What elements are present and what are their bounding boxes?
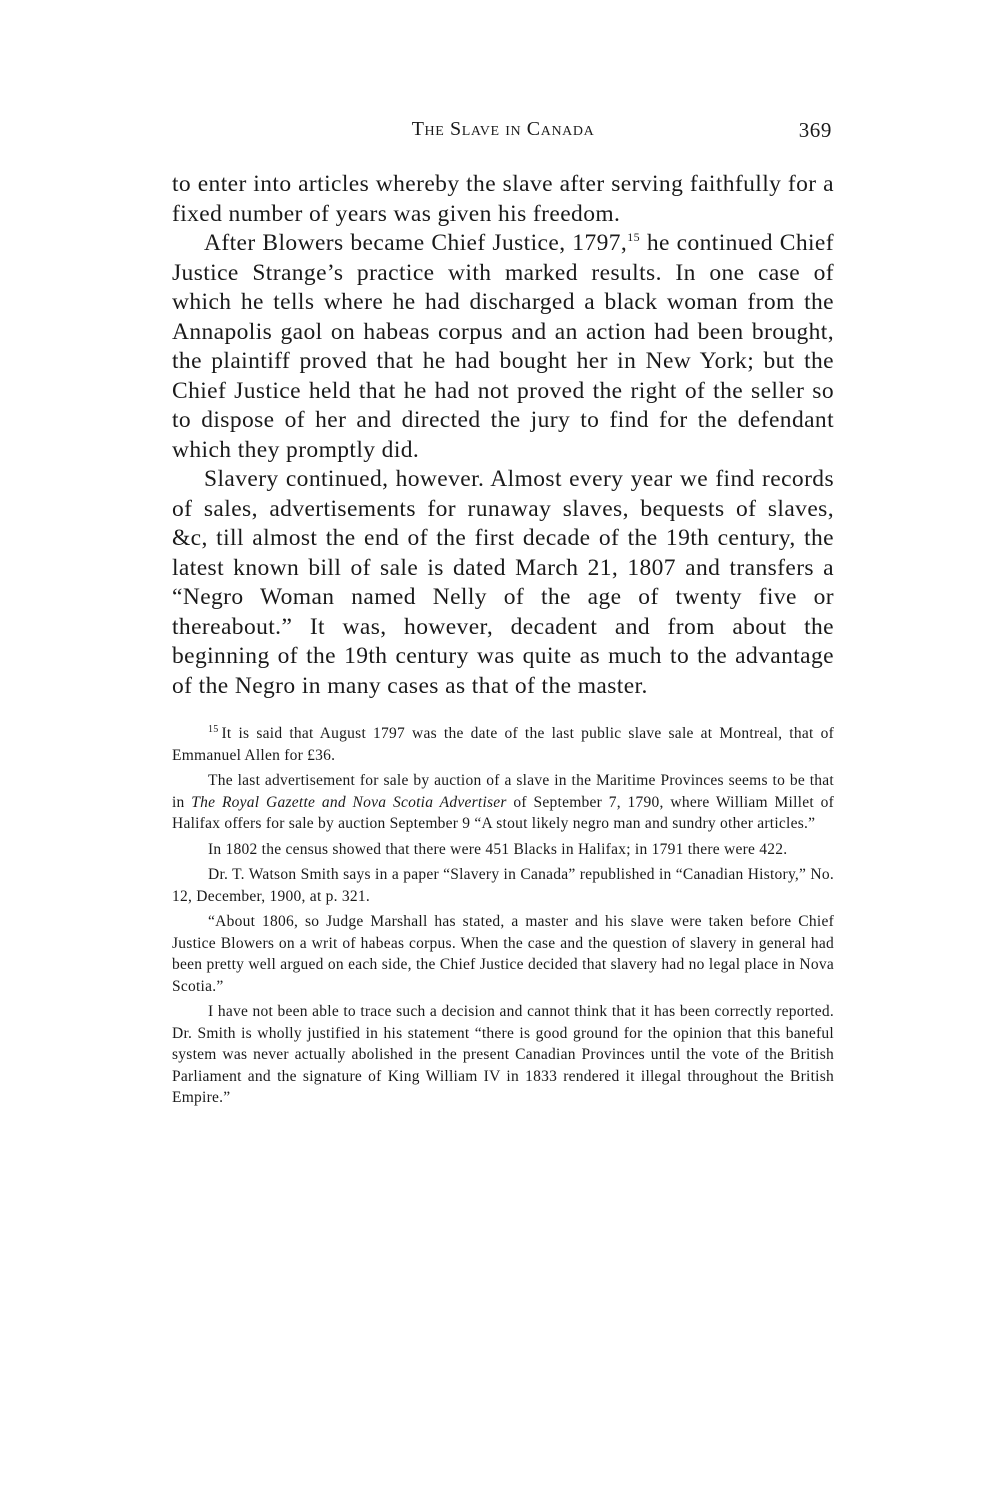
footnote-para-6: I have not been able to trace such a decision and cannot think that it has been correctly reported. Dr. Smith is wholly justified in his statement “there is good ground for the opinion that this baneful system was never actually abolished in the present Canadian Provinces until the vote of the British Parliament and the signature of King William IV in 1833 rendered it illegal throughout the British Empire.” xyxy=(172,1003,834,1106)
newspaper-title: The Royal Gazette and Nova Scotia Advertiser xyxy=(191,793,507,811)
footnote-para-2 xyxy=(172,770,834,835)
book-page xyxy=(172,118,834,1113)
footnote-para-5: “About 1806, so Judge Marshall has stated, a master and his slave were taken before Chief Justice Blowers on a writ of habeas corpus. When the case and the question of slavery in general had been pretty well argued on each side, the Chief Justice decided that slavery had no legal place in Nova Scotia.” xyxy=(172,913,834,995)
paragraph-2-rest: he continued Chief Justice Strange’s practice with marked results. In one case of which he tells where he had discharged a black woman from the Annapolis gaol on habeas corpus and an action had been brought, the plaintiff proved that he had bought her in New York; but the Chief Justice held that he had not proved the right of the seller so to dispose of her and directed the jury to find for the defendant which they promptly did. xyxy=(172,230,834,463)
page-number: 369 xyxy=(798,118,832,142)
footnote-para-2-start: The last advertisement for sale by auction of a slave in the Maritime Provinces seems to be that in xyxy=(172,772,834,811)
paragraph-3: Slavery continued, however. Almost every year we find records of sales, advertisements for runaway slaves, bequests of slaves, &c, till almost the end of the first decade of the 19th century, the latest known bill of sale is dated March 21, 1807 and transfers a “Negro Woman named Nelly of the age of twenty five or thereabout.” It was, however, decadent and from about the beginning of the 19th century was quite as much to the advantage of the Negro in many cases as that of the master. xyxy=(172,466,834,699)
paragraph-2 xyxy=(172,229,834,465)
running-title: The Slave in Canada xyxy=(411,118,595,140)
footnotes xyxy=(172,723,834,1109)
paragraph-1: to enter into articles whereby the slave after serving faithfully for a fixed number of years was given his freedom. xyxy=(172,171,834,227)
footnote-15-text: It is said that August 1797 was the date of the last public slave sale at Montreal, that of Emmanuel Allen for £36. xyxy=(172,725,834,764)
footnote-mark: 15 xyxy=(208,723,219,735)
footnote-ref-15: 15 xyxy=(627,230,640,245)
footnote-para-2-rest: of September 7, 1790, where William Millet of Halifax offers for sale by auction September 9 “A stout likely negro man and sundry other articles.” xyxy=(172,793,835,832)
footnote-15 xyxy=(172,723,834,766)
footnote-para-4: Dr. T. Watson Smith says in a paper “Slavery in Canada” republished in “Canadian History,” No. 12, December, 1900, at p. 321. xyxy=(172,866,834,905)
paragraph-2-start: After Blowers became Chief Justice, 1797, xyxy=(204,230,628,256)
footnote-para-3: In 1802 the census showed that there were 451 Blacks in Halifax; in 1791 there were 422. xyxy=(208,840,788,858)
body-text xyxy=(172,170,834,701)
running-head xyxy=(172,118,834,152)
